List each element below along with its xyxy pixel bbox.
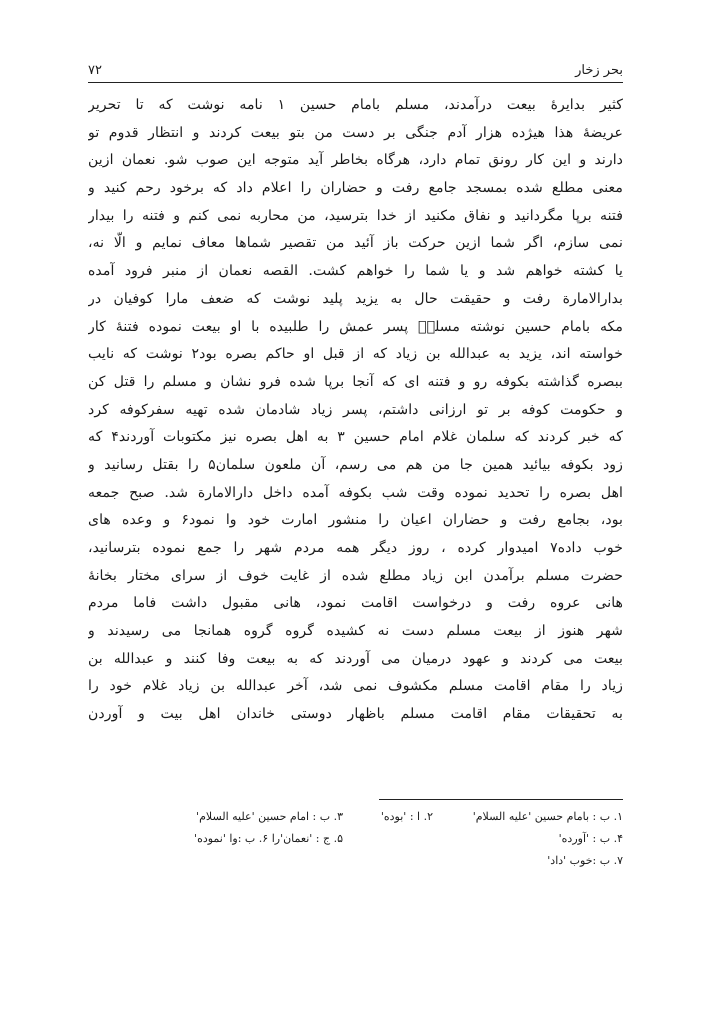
text-line: هانی عروه رفت و درخواست اقامت نمود، هانی مقبول داشت فاما مردم xyxy=(88,595,623,612)
footnote: ۷. ب :خوب 'داد' xyxy=(547,854,623,867)
footnote-row xyxy=(88,850,623,872)
footnote-divider xyxy=(379,799,623,800)
text-line: نمی سازم، اگر شما ازین حرکت باز آئید من تقصیر شماها معاف نمایم و الّا نه، xyxy=(88,235,623,252)
footnote-row xyxy=(88,828,623,850)
header-divider xyxy=(88,82,623,83)
text-line: ببصره گذاشته بکوفه رو و فتنه ای که آنجا برپا شده فرو نشان و مسلم را قتل کن xyxy=(88,373,623,390)
footnote xyxy=(343,850,433,872)
footnote xyxy=(343,828,433,850)
text-line: بیعت می کردند و عهود درمیان می آوردند که به بیعت وفا کنند و عبدالله بن xyxy=(88,650,623,667)
running-title: بحر زخار xyxy=(575,63,623,78)
footnote: ۵. ج : 'نعمان'را ۶. ب :وا 'نموده' xyxy=(194,832,343,845)
text-line: دارند و این کار رونق تمام دارد، هرگاه بخاطر آید متوجه این صوب شو. نعمان ازین xyxy=(88,152,623,169)
text-line: که خبر کردند که سلمان غلام امام حسین ۳ به اهل بصره نیز مکتوبات آوردند۴ که xyxy=(88,429,623,446)
footnote: ۱. ب : بامام حسین 'علیه السلام' xyxy=(472,810,623,823)
text-line: مکه بامام حسین نوشته مسلمؑ پسر عمش را طلبیده با او بیعت نموده فتنهٔ کار xyxy=(88,318,623,335)
footnote xyxy=(88,850,343,872)
text-line: به تحقیقات مقام اقامت مسلم باظهار دوستی خاندان اهل بیت و آوردن xyxy=(88,706,623,723)
text-line: معنی مطلع شده بمسجد جامع رفت و حضاران را اعلام داد که برخود رحم کنید و xyxy=(88,180,623,197)
footnote-row xyxy=(88,806,623,828)
text-line: زود بکوفه بیائید همین جا من هم می رسم، آن ملعون سلمان۵ را بقتل رسانید و xyxy=(88,456,623,473)
text-line: بدارالامارة رفت و حقیقت حال به یزید پلید نوشت که ضعف مارا کوفیان در xyxy=(88,290,623,307)
text-line: اهل بصره را تحدید نموده وقت شب بکوفه آمده داخل دارالامارة شد. صبح جمعه xyxy=(88,484,623,501)
text-line: کثیر بدایرهٔ بیعت درآمدند، مسلم بامام حسین ۱ نامه نوشت که تا تحریر xyxy=(88,97,623,113)
text-line: شهر هنوز از بیعت مسلم دست نه کشیده گروه گروه همانجا می رسیدند و xyxy=(88,623,623,640)
footnotes xyxy=(88,806,623,872)
footnote: ۲. ا : 'بوده' xyxy=(380,810,433,823)
text-line: حضرت مسلم برآمدن ابن زیاد مطلع شده از غایت خوف از سرای مختار بخانهٔ xyxy=(88,567,623,584)
text-line: خواسته اند، یزید به عبدالله بن زیاد که از قبل او حاکم بصره بود۲ نوشت که نایب xyxy=(88,346,623,363)
text-line: خوب داده۷ امیدوار کرده ، روز دیگر همه مردم شهر را جمع نموده بترسانید، xyxy=(88,540,623,556)
text-line: عریضهٔ هذا هیژده هزار آدم جنگی بر دست من بتو بیعت کردند و انتظار قدوم تو xyxy=(88,124,623,141)
text-line: یا کشته خواهم شد و یا شما را خواهم کشت. القصه نعمان از منبر فرود آمده xyxy=(88,263,623,280)
text-line: بود، بجامع رفت و حضاران اعیان را منشور امارت خود وا نمود۶ و وعده های xyxy=(88,512,623,529)
footnote: ۳. ب : امام حسین 'علیه السلام' xyxy=(196,810,343,823)
footnote: ۴. ب : 'آورده' xyxy=(558,832,623,845)
text-line: و حکومت کوفه بر تو ارزانی داشتم، پسر زیاد شادمان شده تهیه سفرکوفه کرد xyxy=(88,401,623,418)
page-header xyxy=(88,56,623,78)
page-number: ۷۲ xyxy=(88,63,102,78)
body-text xyxy=(88,92,623,729)
text-line: فتنه برپا مگردانید و نفاق مکنید از خدا بترسید، من محاربه نمی کنم و فتنه را بیدار xyxy=(88,207,623,224)
text-line: زیاد را مقام اقامت مسلم مکشوف نمی شد، آخر عبدالله بن زیاد غلام خود را xyxy=(88,678,623,695)
